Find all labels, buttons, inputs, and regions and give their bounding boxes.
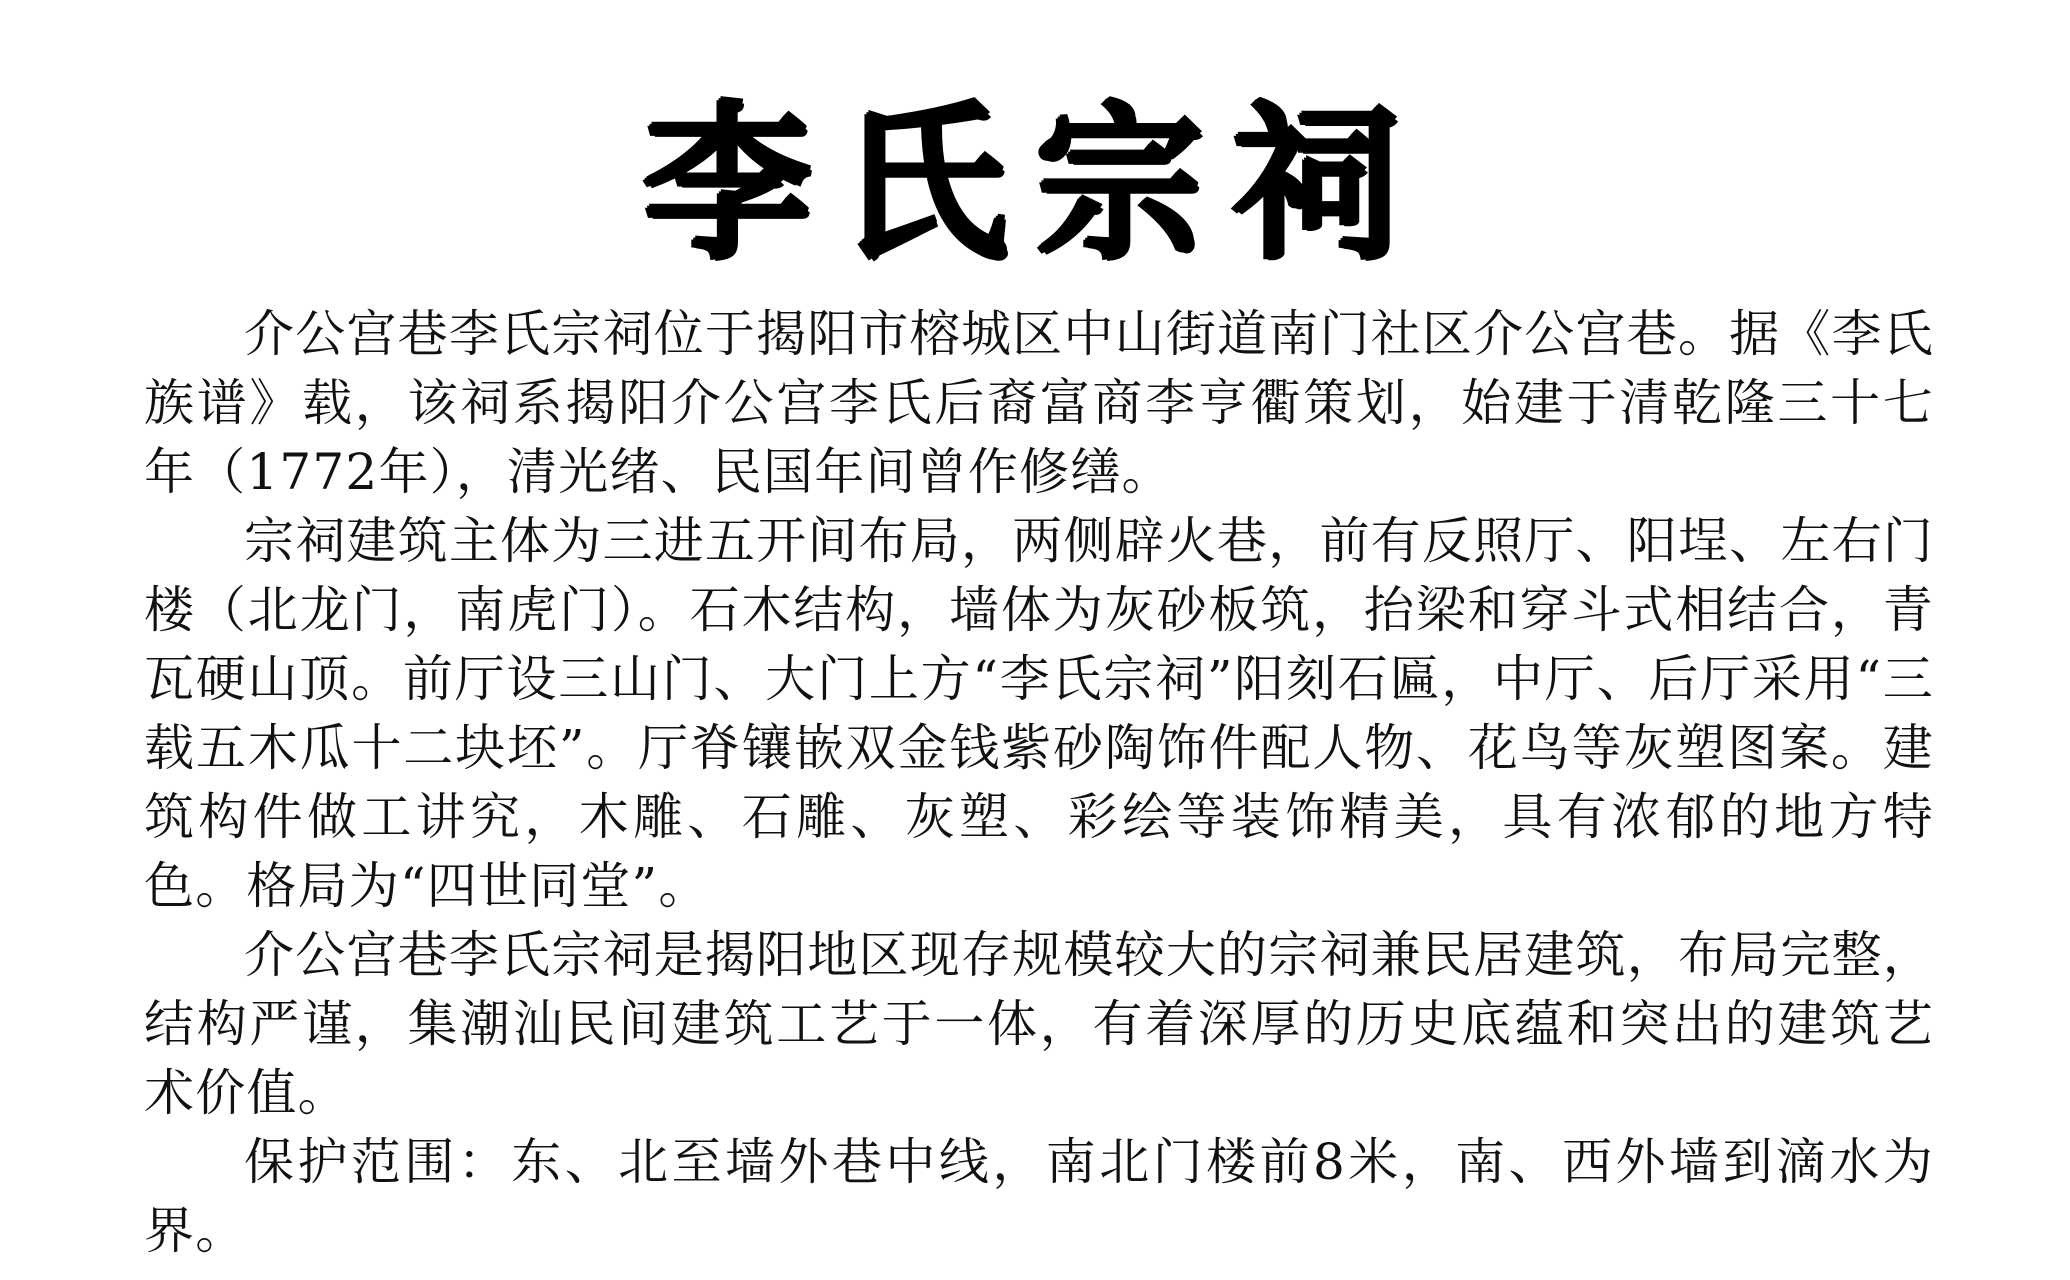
paragraph-location-history: 介公宫巷李氏宗祠位于揭阳市榕城区中山街道南门社区介公宫巷。据《李氏族谱》载，该祠系揭阳介公宫李氏后裔富商李亨衢策划，始建于清乾隆三十七年（1772年），清光绪、民国年间曾作修缮。 bbox=[144, 305, 1934, 501]
page-title: 李氏宗祠 bbox=[643, 84, 1427, 282]
paragraph-protection-scope: 保护范围：东、北至墙外巷中线，南北门楼前8米，南、西外墙到滴水为界。 bbox=[144, 1133, 1934, 1260]
paragraph-significance: 介公宫巷李氏宗祠是揭阳地区现存规模较大的宗祠兼民居建筑，布局完整，结构严谨，集潮汕民间建筑工艺于一体，有着深厚的历史底蕴和突出的建筑艺术价值。 bbox=[144, 926, 1934, 1122]
paragraph-architecture: 宗祠建筑主体为三进五开间布局，两侧辟火巷，前有反照厅、阳埕、左右门楼（北龙门，南虎门）。石木结构，墙体为灰砂板筑，抬梁和穿斗式相结合，青瓦硬山顶。前厅设三山门、大门上方“李氏宗祠”阳刻石匾，中厅、后厅采用“三载五木瓜十二块坯”。厅脊镶嵌双金钱紫砂陶饰件配人物、花鸟等灰塑图案。建筑构件做工讲究，木雕、石雕、灰塑、彩绘等装饰精美，具有浓郁的地方特色。格局为“四世同堂”。 bbox=[144, 512, 1934, 915]
body-text bbox=[144, 300, 1934, 1266]
